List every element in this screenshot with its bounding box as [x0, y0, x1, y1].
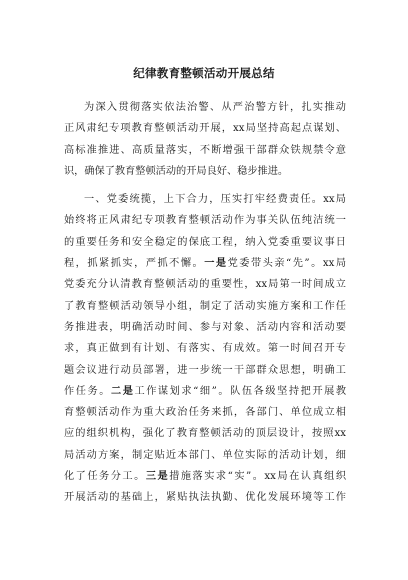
text-line: 党委充分认清教育整顿活动的重要性，xx局第一时间成立 — [64, 279, 346, 291]
text-line: 正风肃纪专项教育整顿活动开展，xx局坚持高起点谋划、 — [64, 123, 346, 135]
text-line: 务推进表，明确活动时间、参与对象、活动内容和活动要 — [64, 321, 346, 333]
bold-run: 一是 — [204, 257, 228, 270]
text-line: 开展活动的基础上，紧贴执法执勤、优化发展环境等工作 — [64, 492, 346, 504]
text-line: 育整顿活动作为重大政治任务来抓，各部门、单位成立相 — [64, 407, 346, 419]
text-line: 应的组织机构，强化了教育整顿活动的顶层设计，按照xx — [64, 428, 346, 440]
text-line — [64, 381, 346, 402]
paragraph-intro — [64, 97, 346, 182]
text-run: 化了任务分工。 — [64, 471, 146, 483]
text-run: 党委带头亲“先”。xx局 — [227, 258, 346, 270]
text-line: 题会议进行动员部署，进一步统一干部群众思想，明确工 — [64, 364, 346, 376]
text-run: 工作谋划求“细”。队伍各级坚持把开展教 — [134, 385, 346, 397]
bold-run: 三是 — [145, 470, 170, 483]
document-body — [64, 97, 346, 509]
text-run: 作任务。 — [64, 385, 111, 397]
text-line: 求，真正做到有计划、有落实、有成效。第一时间召开专 — [64, 343, 346, 355]
bold-run: 二是 — [110, 384, 135, 397]
text-line — [64, 253, 346, 274]
text-line: 了教育整顿活动领导小组，制定了活动实施方案和工作任 — [64, 300, 346, 312]
text-run: 措施落实求“实”。xx局在认真组织 — [169, 471, 346, 483]
paragraph-section-one — [64, 189, 346, 508]
text-line: 识，确保了教育整顿活动的开局良好、稳步推进。 — [64, 165, 289, 177]
text-line: 的重要任务和安全稳定的保底工程，纳入党委重要议事日 — [64, 236, 346, 248]
document-title: 纪律教育整顿活动开展总结 — [133, 66, 275, 80]
text-line: 高标准推进、高质量落实，不断增强干部群众铁规禁令意 — [64, 144, 346, 156]
text-line: 始终将正风肃纪专项教育整顿活动作为事关队伍纯洁统一 — [64, 215, 346, 227]
text-run: 程，抓紧抓实，严抓不懈。 — [64, 258, 205, 270]
text-line — [64, 466, 346, 487]
text-line: 为深入贯彻落实依法治警、从严治警方针，扎实推动 — [84, 102, 346, 113]
text-line: 局活动方案，制定贴近本部门、单位实际的活动计划，细 — [64, 449, 346, 461]
text-line: 一、党委统揽，上下合力，压实打牢经费责任。xx局 — [84, 194, 346, 206]
